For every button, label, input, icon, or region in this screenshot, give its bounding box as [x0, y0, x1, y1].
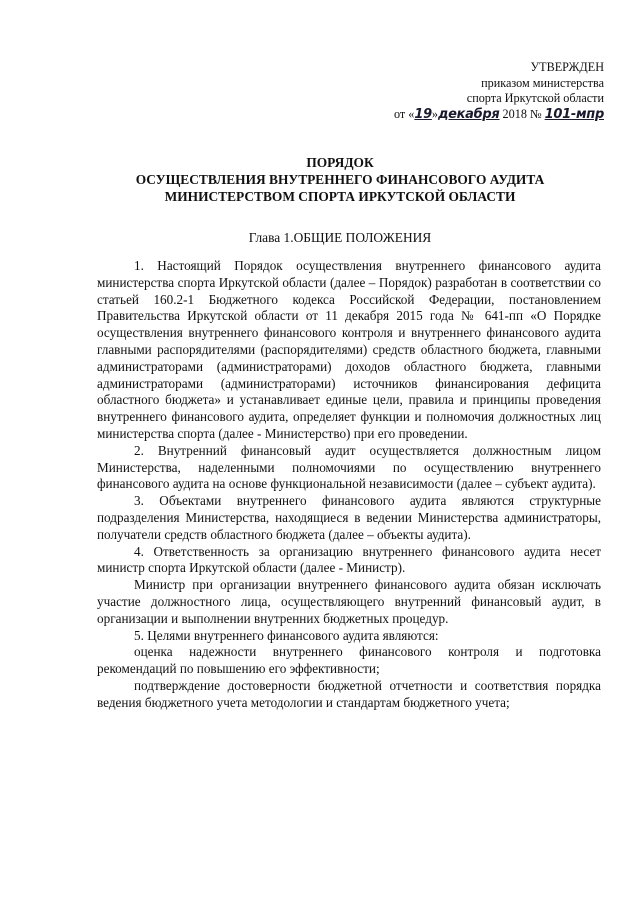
approval-date-mid: »: [431, 106, 438, 121]
paragraph-5: Министр при организации внутреннего финансового аудита обязан исключать участие должностного лица, осуществляющего внутренний финансовый аудит, в организации и выполнении внутренних бюджетных процедур.: [97, 577, 601, 626]
approval-date-prefix: от «: [393, 106, 415, 121]
chapter-heading: Глава 1.ОБЩИЕ ПОЛОЖЕНИЯ: [248, 230, 432, 245]
approval-order-number: 101-мпр: [544, 106, 604, 122]
paragraph-1: 1. Настоящий Порядок осуществления внутреннего финансового аудита министерства спорта Иркутской области (далее – Порядок) разработан в соответствии со статьей 160.2-1 Бюджетного кодекса Российской Федерации, постановлением Правительства Иркутской области от 11 декабря 2015 года № 641-пп «О Порядке осуществления внутреннего финансового контроля и внутреннего финансового аудита главными распорядителями (распорядителями) средств областного бюджета, главными администраторами (администраторами) доходов областного бюджета, главными администраторами (администраторами) источников финансирования дефицита областного бюджета» и устанавливает единые цели, правила и принципы проведения внутреннего финансового аудита, определяет функции и полномочия должностных лиц министерства спорта (далее - Министерство) при его проведении.: [97, 258, 601, 441]
approval-ministry: спорта Иркутской области: [466, 91, 604, 105]
paragraph-2: 2. Внутренний финансовый аудит осуществляется должностным лицом Министерства, наделенными полномочиями по осуществлению внутреннего финансового аудита на основе функциональной независимости (далее – субъект аудита).: [97, 442, 601, 492]
document-body: [97, 258, 601, 712]
paragraph-3: 3. Объектами внутреннего финансового аудита являются структурные подразделения Министерства, находящиеся в ведении Министерства администраторы, получатели средств областного бюджета (далее – объекты аудита).: [97, 493, 601, 542]
approval-date-year: 2018 №: [499, 106, 545, 121]
approval-heading: УТВЕРЖДЕН: [530, 60, 604, 74]
approval-date-line: [364, 107, 604, 123]
title-line-3: МИНИСТЕРСТВОМ СПОРТА ИРКУТСКОЙ ОБЛАСТИ: [164, 189, 516, 204]
approval-order: приказом министерства: [481, 75, 604, 90]
approval-stamp: [364, 60, 604, 122]
paragraph-4: 4. Ответственность за организацию внутреннего финансового аудита несет министр спорта Иркутской области (далее - Министр).: [97, 543, 601, 576]
title-line-2: ОСУЩЕСТВЛЕНИЯ ВНУТРЕННЕГО ФИНАНСОВОГО АУДИТА: [135, 172, 545, 187]
title-line-1: ПОРЯДОК: [306, 155, 374, 170]
paragraph-8: подтверждение достоверности бюджетной отчетности и соответствия порядка ведения бюджетного учета методологии и стандартам бюджетного учета;: [97, 677, 601, 710]
paragraph-6: 5. Целями внутреннего финансового аудита являются:: [134, 627, 439, 643]
approval-date-month: декабря: [437, 106, 500, 122]
document-title: [80, 154, 600, 205]
paragraph-7: оценка надежности внутреннего финансового контроля и подготовка рекомендаций по повышению его эффективности;: [97, 644, 601, 677]
approval-date-day: 19: [414, 106, 432, 122]
